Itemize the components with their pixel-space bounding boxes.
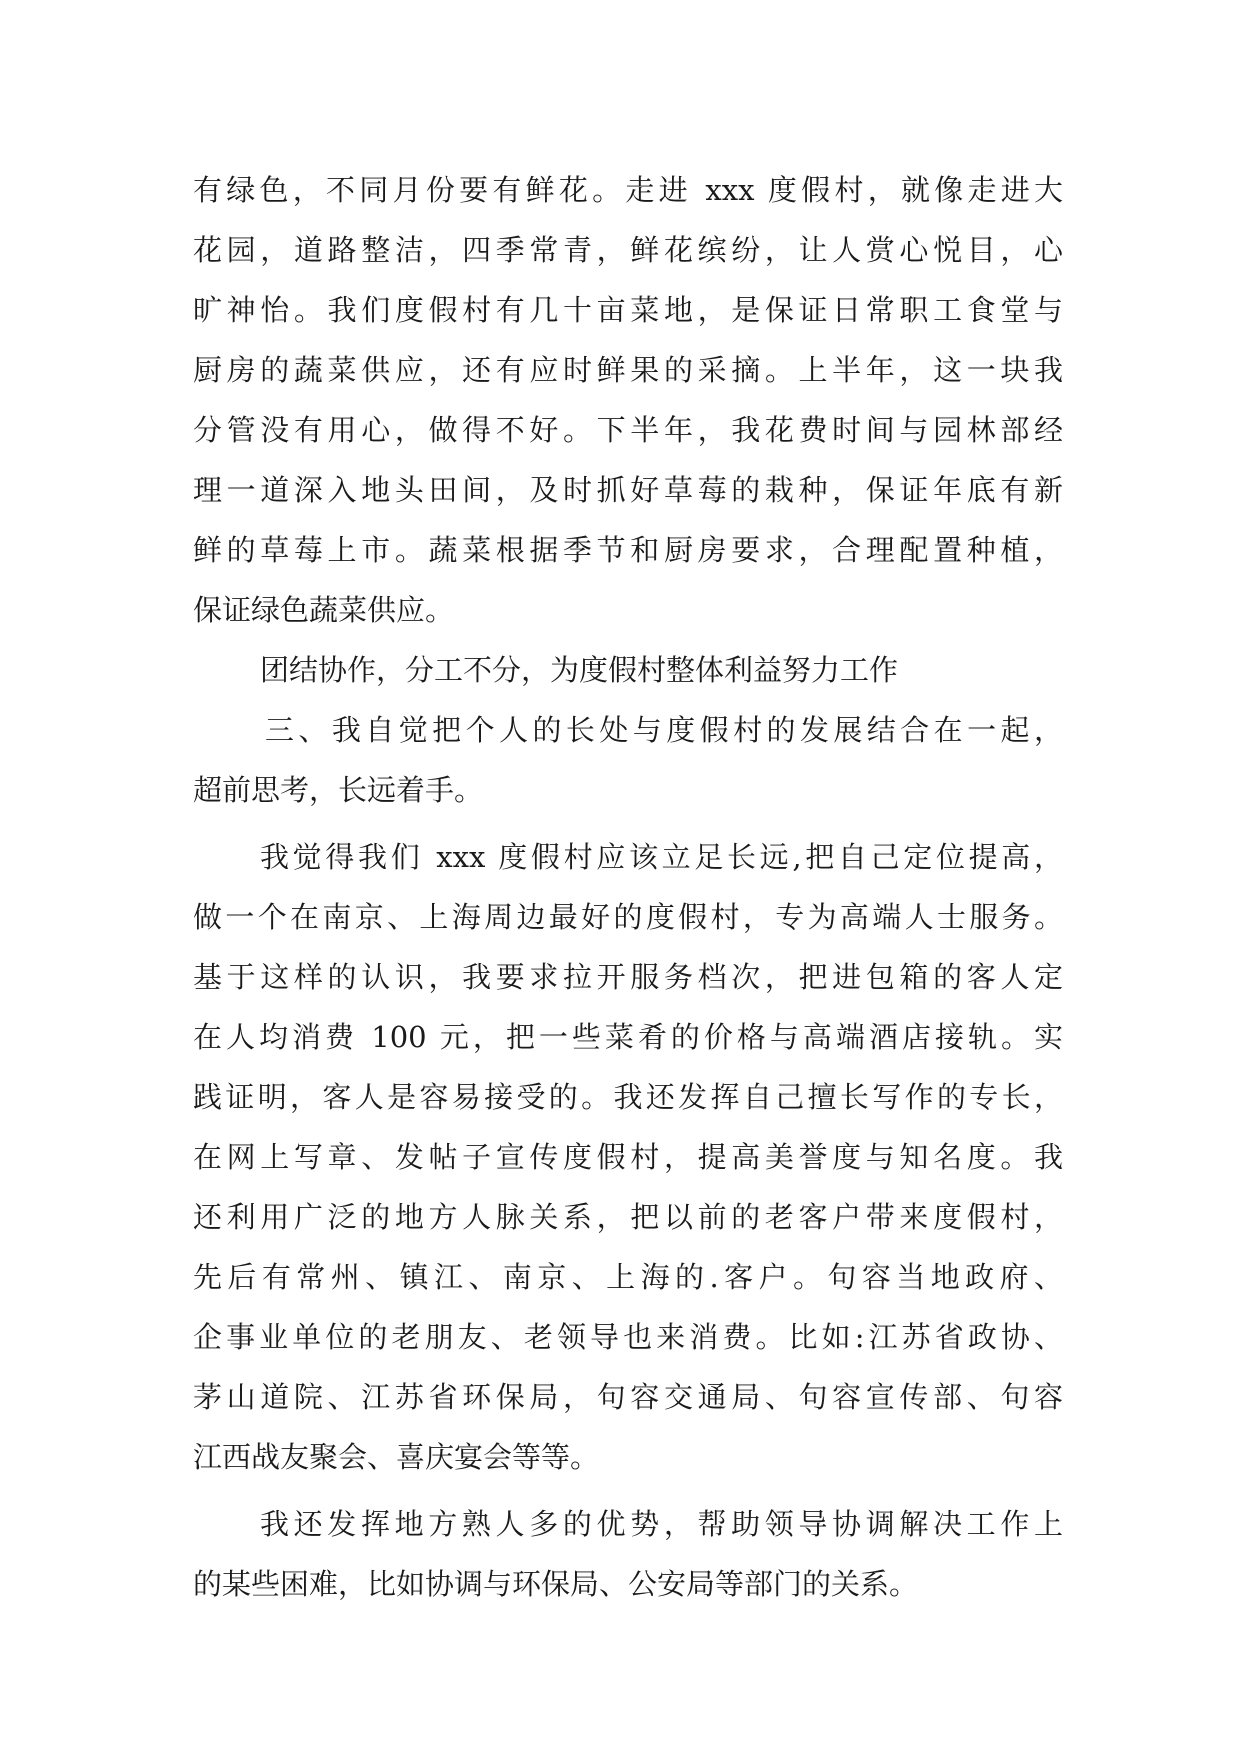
text-line: 在网上写章、发帖子宣传度假村，提高美誉度与知名度。我: [193, 1140, 1063, 1174]
text-line: 保证绿色蔬菜供应。: [193, 593, 455, 627]
paragraph-garden-vegetables: [193, 160, 1063, 640]
text-line: 花园，道路整洁，四季常青，鲜花缤纷，让人赏心悦目，心: [193, 233, 1063, 267]
text-line: 我还发挥地方熟人多的优势，帮助领导协调解决工作上: [260, 1507, 1063, 1541]
document-body: [193, 160, 1063, 1614]
text-line: 有绿色，不同月份要有鲜花。走进 xxx 度假村，就像走进大: [193, 173, 1063, 207]
text-line: 先后有常州、镇江、南京、上海的.客户。句容当地政府、: [193, 1260, 1063, 1294]
paragraph-spacer: [193, 1487, 1063, 1494]
text-line: 理一道深入地头田间，及时抓好草莓的栽种，保证年底有新: [193, 473, 1063, 507]
text-line: 还利用广泛的地方人脉关系，把以前的老客户带来度假村，: [193, 1200, 1063, 1234]
text-line: 我觉得我们 xxx 度假村应该立足长远,把自己定位提高，: [260, 840, 1063, 874]
text-line: 团结协作，分工不分，为度假村整体利益努力工作: [260, 653, 899, 687]
text-line: 旷神怡。我们度假村有几十亩菜地，是保证日常职工食堂与: [193, 293, 1063, 327]
paragraph-section-three: [193, 700, 1063, 820]
text-line: 基于这样的认识，我要求拉开服务档次，把进包箱的客人定: [193, 960, 1063, 994]
paragraph-spacer: [193, 820, 1063, 827]
paragraph-positioning: [193, 827, 1063, 1487]
text-line: 践证明，客人是容易接受的。我还发挥自己擅长写作的专长，: [193, 1080, 1063, 1114]
text-line: 的某些困难，比如协调与环保局、公安局等部门的关系。: [193, 1567, 919, 1601]
text-line: 江西战友聚会、喜庆宴会等等。: [193, 1440, 600, 1474]
text-line: 企事业单位的老朋友、老领导也来消费。比如:江苏省政协、: [193, 1320, 1063, 1354]
text-line: 厨房的蔬菜供应，还有应时鲜果的采摘。上半年，这一块我: [193, 353, 1063, 387]
text-line: 分管没有用心，做得不好。下半年，我花费时间与园林部经: [193, 413, 1063, 447]
text-line: 做一个在南京、上海周边最好的度假村，专为高端人士服务。: [193, 900, 1063, 934]
text-line: 三、我自觉把个人的长处与度假村的发展结合在一起，: [265, 713, 1063, 747]
text-line: 超前思考，长远着手。: [193, 773, 484, 807]
paragraph-teamwork-heading: [193, 640, 1063, 700]
paragraph-coordination: [193, 1494, 1063, 1614]
text-line: 鲜的草莓上市。蔬菜根据季节和厨房要求，合理配置种植，: [193, 533, 1063, 567]
text-line: 茅山道院、江苏省环保局，句容交通局、句容宣传部、句容: [193, 1380, 1063, 1414]
text-line: 在人均消费 100 元，把一些菜肴的价格与高端酒店接轨。实: [193, 1020, 1063, 1054]
